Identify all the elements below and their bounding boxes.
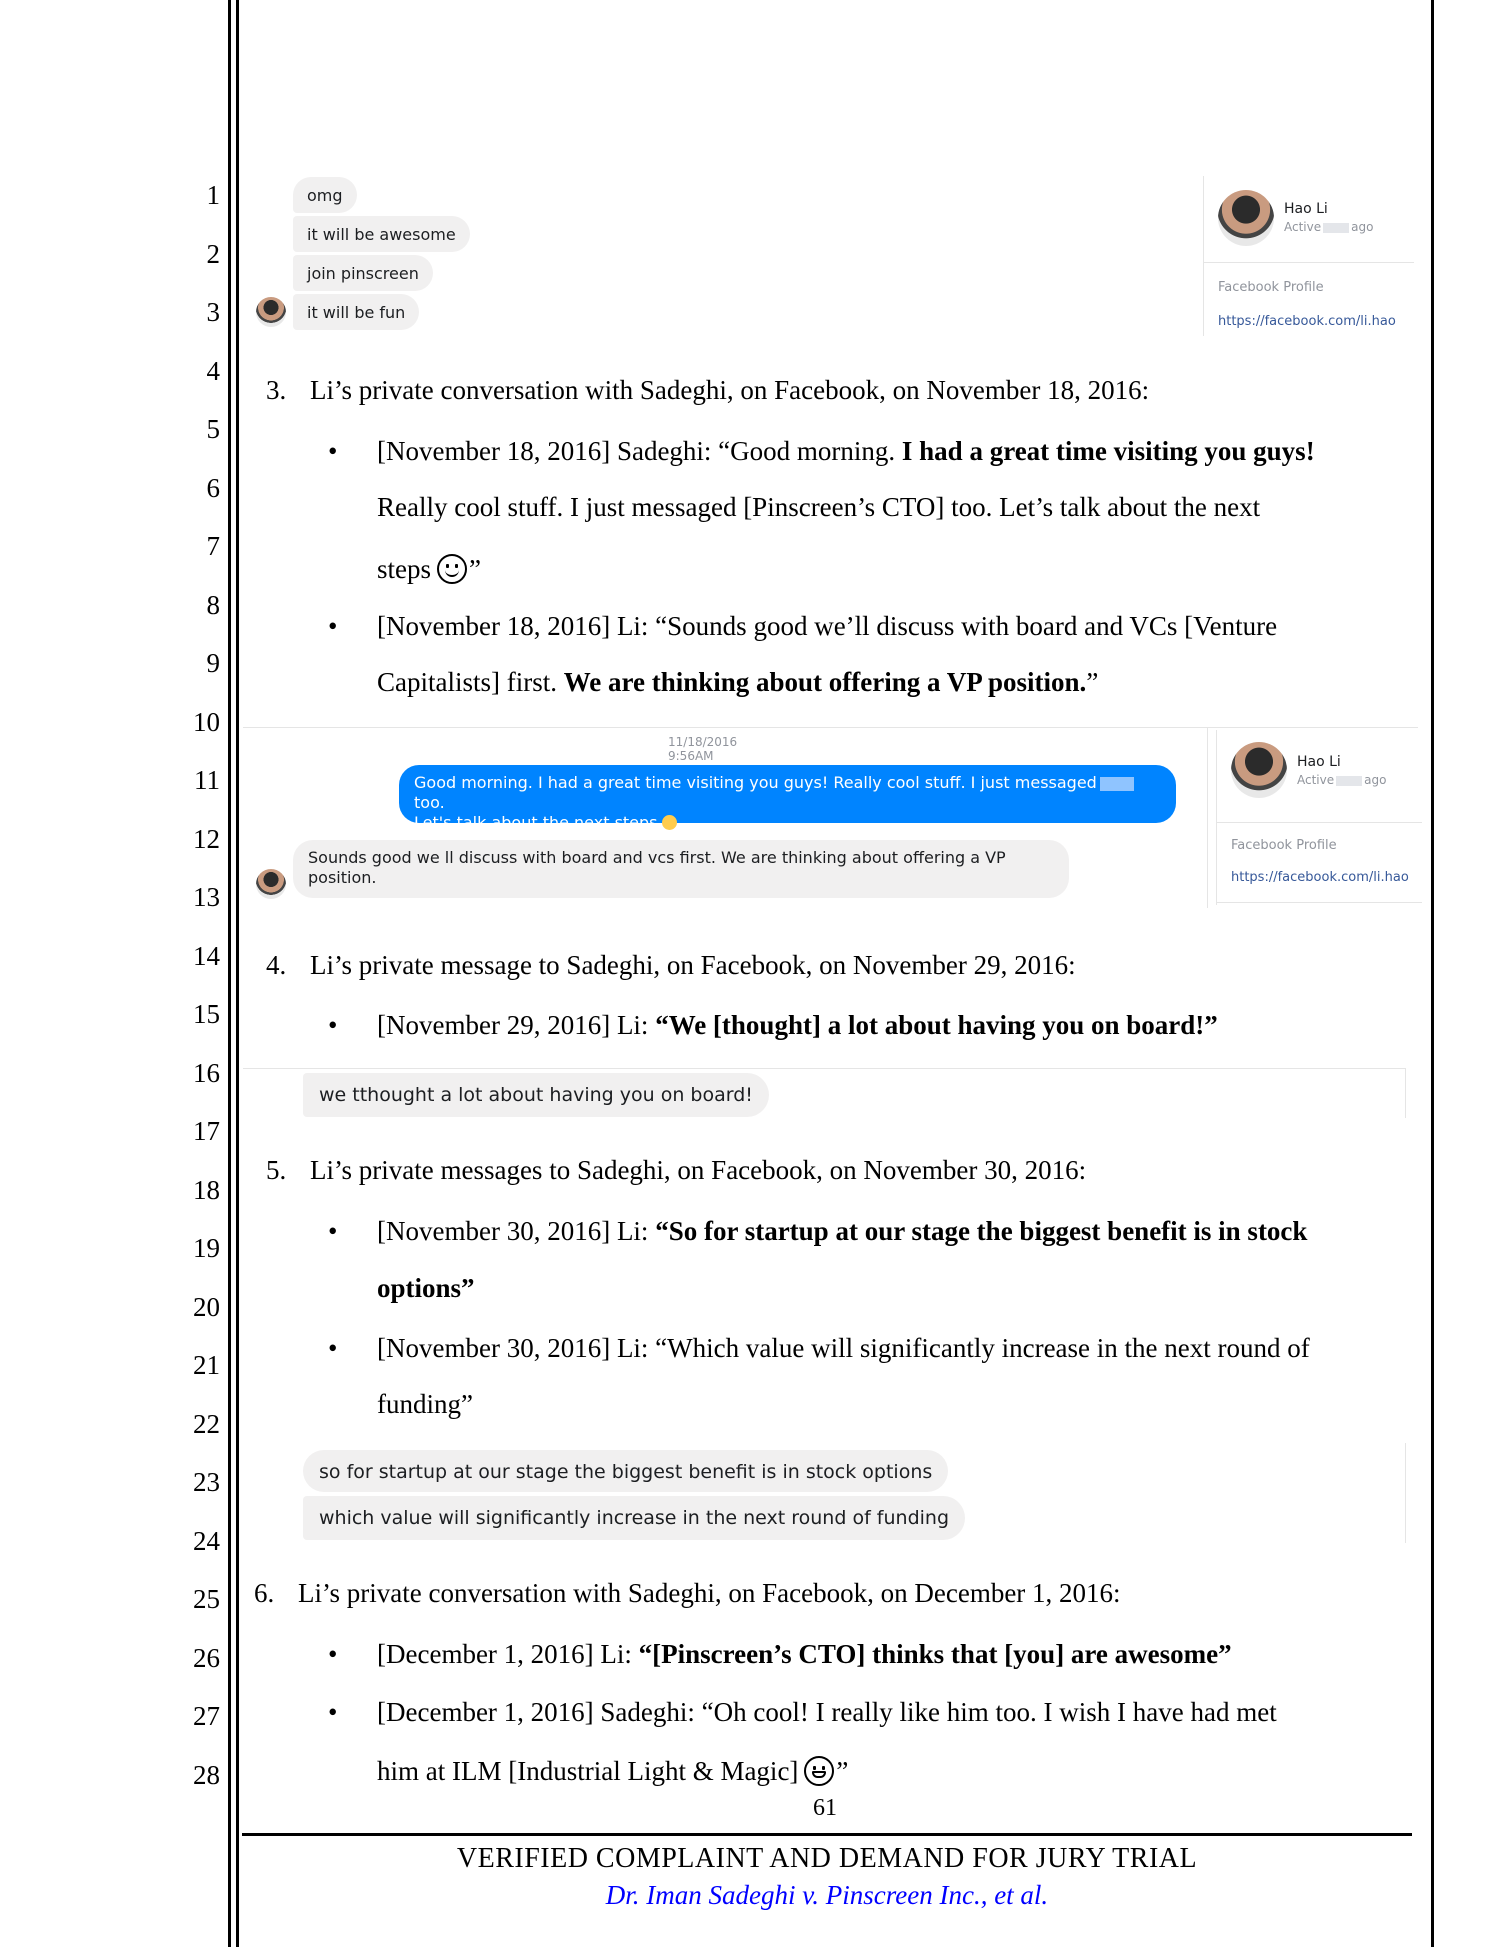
bullet-text: [November 30, 2016] Li: “Which value will significantly increase in the next round of: [377, 1333, 1310, 1363]
line-number: 11: [194, 765, 220, 795]
left-margin-rule-inner: [236, 0, 239, 1947]
bullet-glyph: •: [328, 611, 338, 641]
divider: [1217, 822, 1422, 823]
profile-name: Hao Li: [1284, 201, 1328, 217]
profile-active-status: [1284, 220, 1373, 234]
bullet-glyph: •: [328, 1010, 338, 1040]
profile-avatar: [1231, 742, 1287, 798]
bullet-text: [377, 1637, 1232, 1671]
item-number: 5.: [266, 1155, 287, 1185]
bullet-text: [November 18, 2016] Li: “Sounds good we’ll discuss with board and VCs [Venture: [377, 611, 1278, 641]
profile-label: Facebook Profile: [1218, 280, 1324, 295]
text-run-bold: “We [thought] a lot about having you on board!”: [655, 1010, 1218, 1040]
text-run: ”: [836, 1756, 849, 1786]
divider: [243, 1068, 1405, 1069]
item-heading-text: Li’s private conversation with Sadeghi, on Facebook, on December 1, 2016:: [298, 1578, 1121, 1608]
item-number: 6.: [254, 1578, 275, 1608]
line-number: 19: [193, 1233, 220, 1263]
divider: [243, 727, 1418, 728]
received-message-bubble: Sounds good we ll discuss with board and vcs first. We are thinking about offering a VP position.: [293, 840, 1069, 898]
bullet-text: [377, 665, 1098, 699]
sent-message-bubble: [399, 765, 1176, 832]
text-run-bold: “So for startup at our stage the biggest benefit is in stock: [655, 1216, 1308, 1246]
line-number: 2: [206, 239, 220, 269]
text-run-bold: I had a great time visiting you guys!: [901, 436, 1315, 466]
bullet-text: [December 1, 2016] Sadeghi: “Oh cool! I really like him too. I wish I have had met: [377, 1697, 1277, 1727]
text-run: ”: [469, 554, 481, 584]
line-number: 3: [206, 297, 220, 327]
message-timestamp: 11/18/2016 9:56AM: [668, 735, 738, 763]
text-run-bold: “[Pinscreen’s CTO] thinks that [you] are awesome”: [638, 1639, 1232, 1669]
item-3-heading: [266, 373, 1149, 407]
chat-bubble: we tthought a lot about having you on board!: [303, 1073, 769, 1117]
line-number: 13: [193, 882, 220, 912]
divider: [1207, 728, 1208, 908]
smile-emoji-icon: [662, 815, 677, 830]
line-number: 21: [193, 1350, 220, 1380]
divider: [1217, 902, 1422, 903]
divider: [1405, 1068, 1406, 1118]
smiley-icon: [437, 554, 467, 584]
active-prefix: Active: [1297, 773, 1335, 787]
line-number: 16: [193, 1058, 220, 1088]
chat-bubble: it will be awesome: [293, 216, 470, 252]
divider: [1204, 262, 1414, 263]
avatar: [256, 869, 286, 899]
line-number: 15: [193, 999, 220, 1029]
text-run-bold: options”: [377, 1273, 475, 1303]
line-number: 24: [193, 1526, 220, 1556]
line-number: 18: [193, 1175, 220, 1205]
profile-name: Hao Li: [1297, 754, 1341, 770]
profile-panel: [1216, 730, 1422, 905]
text-run-bold: We are thinking about offering a VP position.: [563, 667, 1087, 697]
item-6-heading: [254, 1576, 1121, 1610]
profile-panel: [1203, 176, 1414, 336]
line-number: 7: [206, 531, 220, 561]
text-run: him at ILM [Industrial Light & Magic]: [377, 1756, 799, 1786]
line-number: 17: [193, 1116, 220, 1146]
grin-emoji-icon: [804, 1756, 834, 1786]
item-4-heading: [266, 948, 1076, 982]
line-number: 4: [206, 356, 220, 386]
line-number: 26: [193, 1643, 220, 1673]
text-run: [November 18, 2016] Sadeghi: “Good morning.: [377, 436, 902, 466]
line-number: 23: [193, 1467, 220, 1497]
item-heading-text: Li’s private message to Sadeghi, on Facebook, on November 29, 2016:: [310, 950, 1076, 980]
bullet-glyph: •: [328, 1639, 338, 1669]
active-suffix: ago: [1364, 773, 1387, 787]
profile-avatar: [1218, 190, 1274, 246]
line-number: 5: [206, 414, 220, 444]
bullet-glyph: •: [328, 1333, 338, 1363]
avatar: [256, 297, 286, 327]
line-number: 6: [206, 473, 220, 503]
bullet-text: [377, 434, 1315, 468]
line-number: 20: [193, 1292, 220, 1322]
page-number: 61: [813, 1795, 837, 1821]
line-number: 27: [193, 1701, 220, 1731]
line-number: 10: [193, 707, 220, 737]
divider: [1405, 1443, 1406, 1543]
footer-rule: [242, 1833, 1412, 1836]
line-number: 1: [206, 180, 220, 210]
bullet-text: Really cool stuff. I just messaged [Pinscreen’s CTO] too. Let’s talk about the next: [377, 492, 1261, 522]
footer-case-caption: Dr. Iman Sadeghi v. Pinscreen Inc., et al.: [605, 1880, 1049, 1910]
item-heading-text: Li’s private messages to Sadeghi, on Facebook, on November 30, 2016:: [310, 1155, 1087, 1185]
profile-link[interactable]: https://facebook.com/li.hao: [1218, 314, 1396, 329]
item-5-heading: [266, 1153, 1086, 1187]
chat-bubble: omg: [293, 177, 357, 213]
footer-title: VERIFIED COMPLAINT AND DEMAND FOR JURY TRIAL: [456, 1843, 1198, 1874]
bullet-glyph: •: [328, 1697, 338, 1727]
right-margin-rule: [1431, 0, 1434, 1947]
profile-link[interactable]: https://facebook.com/li.hao: [1231, 870, 1409, 885]
redacted-blur: [1336, 776, 1362, 786]
text-run: too.: [414, 793, 445, 812]
chat-bubble: it will be fun: [293, 294, 419, 330]
text-run: [December 1, 2016] Li:: [377, 1639, 639, 1669]
bullet-text: [377, 1754, 848, 1788]
line-number: 8: [206, 590, 220, 620]
bullet-text: [377, 1008, 1218, 1042]
active-suffix: ago: [1351, 220, 1374, 234]
line-number: 9: [206, 648, 220, 678]
chat-bubble: so for startup at our stage the biggest benefit is in stock options: [303, 1450, 948, 1492]
text-run: Good morning. I had a great time visiting you guys! Really cool stuff. I just messaged: [414, 773, 1097, 792]
profile-label: Facebook Profile: [1231, 838, 1337, 853]
redacted-blur: [1100, 777, 1134, 791]
line-number: 28: [193, 1760, 220, 1790]
chat-bubble: join pinscreen: [293, 255, 433, 291]
bullet-text: [377, 552, 481, 586]
item-heading-text: Li’s private conversation with Sadeghi, on Facebook, on November 18, 2016:: [310, 375, 1150, 405]
item-number: 3.: [266, 375, 287, 405]
text-run: Capitalists] first.: [377, 667, 564, 697]
line-number: 14: [193, 941, 220, 971]
text-run: Let's talk about the next steps: [414, 813, 658, 832]
bullet-text: funding”: [377, 1389, 473, 1419]
chat-bubble: which value will significantly increase in the next round of funding: [303, 1496, 965, 1540]
text-run: [November 29, 2016] Li:: [377, 1010, 656, 1040]
text-run: steps: [377, 554, 431, 584]
profile-active-status: [1297, 773, 1386, 787]
bullet-text: [377, 1214, 1307, 1248]
item-number: 4.: [266, 950, 287, 980]
redacted-blur: [1323, 223, 1349, 233]
text-run: [November 30, 2016] Li:: [377, 1216, 656, 1246]
text-run: ”: [1086, 667, 1099, 697]
left-margin-rule: [228, 0, 231, 1947]
bullet-glyph: •: [328, 436, 338, 466]
bullet-glyph: •: [328, 1216, 338, 1246]
line-number: 22: [193, 1409, 220, 1439]
line-number: 12: [193, 824, 220, 854]
active-prefix: Active: [1284, 220, 1322, 234]
bullet-text: [377, 1271, 475, 1305]
line-number: 25: [193, 1584, 220, 1614]
